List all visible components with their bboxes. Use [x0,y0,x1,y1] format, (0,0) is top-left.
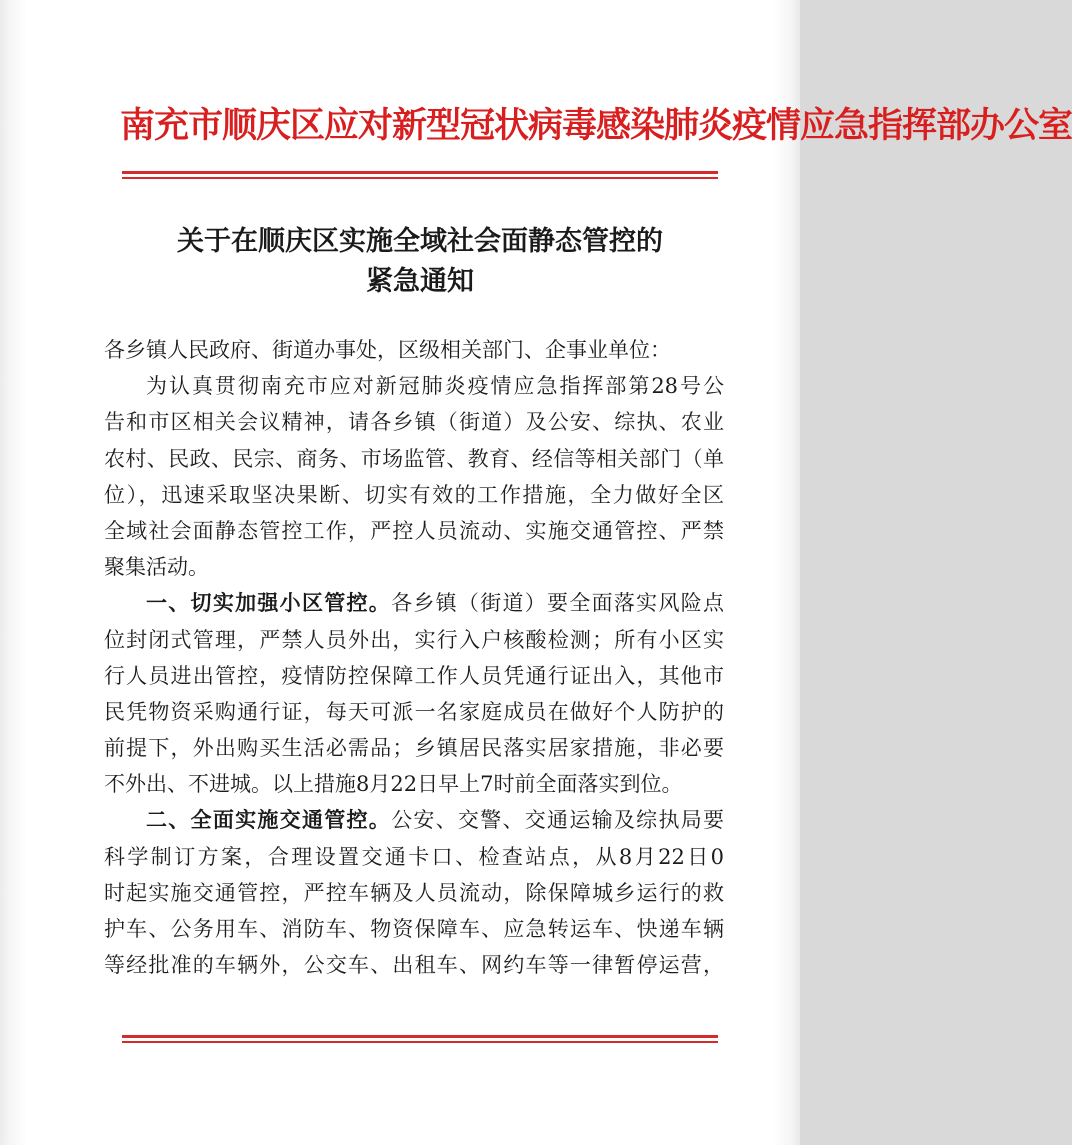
intro-line: 位），迅速采取坚决果断、切实有效的工作措施，全力做好全区 [104,482,724,507]
intro-line: 为认真贯彻南充市应对新冠肺炎疫情应急指挥部第28号公 [146,374,724,399]
intro-line: 农村、民政、民宗、商务、市场监管、教育、经信等相关部门（单 [104,446,724,471]
intro-line: 告和市区相关会议精神，请各乡镇（街道）及公安、综执、农业 [104,410,724,435]
header-red-rule-thick [122,171,718,174]
section-2-line: 时起实施交通管控，严控车辆及人员流动，除保障城乡运行的救 [104,880,724,905]
notice-title-line-2: 紧急通知 [366,266,474,297]
section-2-line: 等经批准的车辆外，公交车、出租车、网约车等一律暂停运营， [104,953,724,978]
intro-line: 聚集活动。 [104,555,209,580]
section-1-first-line [104,585,724,621]
notice-title-line-1: 关于在顺庆区实施全域社会面静态管控的 [177,226,663,257]
notice-body [104,332,724,983]
section-2-line: 科学制订方案，合理设置交通卡口、检查站点，从8月22日0 [104,844,724,869]
section-1-line: 民凭物资采购通行证，每天可派一名家庭成员在做好个人防护的 [104,699,724,724]
section-1-first-line-text: 各乡镇（街道）要全面落实风险点 [391,591,725,616]
section-1-line: 不外出、不进城。以上措施8月22日早上7时前全面落实到位。 [104,772,683,797]
addressee-line: 各乡镇人民政府、街道办事处，区级相关部门、企事业单位： [104,338,671,362]
section-1-line: 前提下，外出购买生活必需品；乡镇居民落实居家措施，非必要 [104,736,724,761]
section-1-line: 行人员进出管控，疫情防控保障工作人员凭通行证出入，其他市 [104,663,724,688]
header-red-rule-thin [122,177,718,179]
section-1-heading: 一、切实加强小区管控。 [146,590,392,616]
section-2-first-line-text: 公安、交警、交通运输及综执局要 [391,808,725,833]
section-2-heading: 二、全面实施交通管控。 [146,807,392,833]
footer-red-rule-thick [122,1035,718,1038]
section-2-first-line [104,802,724,838]
footer-red-rule-thin [122,1041,718,1043]
intro-line: 全域社会面静态管控工作，严控人员流动、实施交通管控、严禁 [104,518,724,543]
section-1-line: 位封闭式管理，严禁人员外出，实行入户核酸检测；所有小区实 [104,627,724,652]
notice-title [100,222,740,302]
issuing-office-header: 南充市顺庆区应对新型冠状病毒感染肺炎疫情应急指挥部办公室 [120,105,1072,146]
section-2-line: 护车、公务用车、消防车、物资保障车、应急转运车、快递车辆 [104,917,724,941]
